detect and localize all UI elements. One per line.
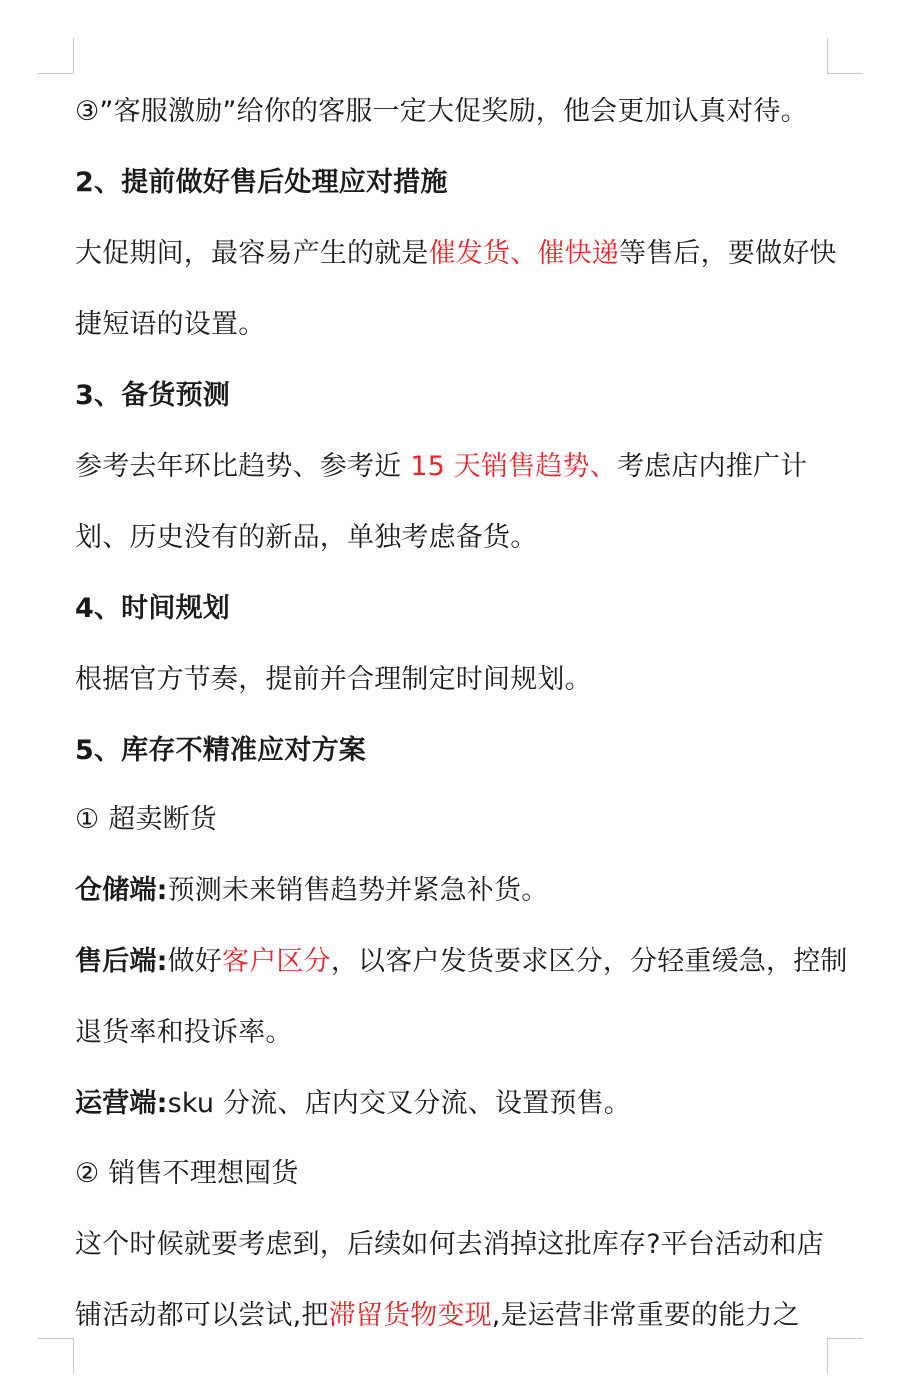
paragraph-text: ，以客户发货要求区分，分轻重缓急，控制 <box>330 946 848 977</box>
subheading-unsold-stock <box>75 1156 299 1192</box>
label-bold: 仓储端: <box>75 875 168 906</box>
page-corner-top-right <box>827 38 863 74</box>
paragraph-text: 铺活动都可以尝试,把 <box>75 1300 329 1331</box>
paragraph-text: ② 销售不理想囤货 <box>75 1158 299 1189</box>
paragraph-after-sales-line-2 <box>75 307 265 343</box>
paragraph-after-sales-end-line-2 <box>75 1015 293 1051</box>
paragraph-customer-service-incentive <box>75 94 808 130</box>
page-corner-bottom-right <box>827 1338 863 1374</box>
paragraph-text: 等售后，要做好快 <box>619 238 837 269</box>
paragraph-text: 这个时候就要考虑到，后续如何去消掉这批库存?平台活动和店 <box>75 1229 824 1260</box>
paragraph-text: 捷短语的设置。 <box>75 309 266 340</box>
page-corner-bottom-left <box>38 1338 74 1374</box>
paragraph-text: 预测未来销售趋势并紧急补货。 <box>167 875 549 906</box>
paragraph-after-sales-line-1 <box>75 236 837 272</box>
paragraph-clearance-line-1 <box>75 1227 824 1263</box>
highlight-text: 催发货、催快递 <box>428 238 620 269</box>
paragraph-after-sales-end-line-1 <box>75 944 848 980</box>
subheading-oversold <box>75 802 217 838</box>
heading-time-planning: 4、时间规划 <box>75 593 230 624</box>
page-corner-top-left <box>38 38 74 74</box>
heading-inventory-plan: 5、库存不精准应对方案 <box>75 735 366 766</box>
highlight-text: 客户区分 <box>222 946 331 977</box>
paragraph-time-planning <box>75 662 592 698</box>
paragraph-text: 划、历史没有的新品，单独考虑备货。 <box>75 522 538 553</box>
paragraph-warehouse-end <box>75 873 548 909</box>
paragraph-text: ① 超卖断货 <box>75 804 217 835</box>
paragraph-forecast-line-2 <box>75 520 537 556</box>
label-bold: 售后端: <box>75 946 168 977</box>
paragraph-text: 退货率和投诉率。 <box>75 1017 293 1048</box>
paragraph-text: 做好 <box>167 946 223 977</box>
highlight-text: 15 天销售趋势、 <box>410 451 617 482</box>
paragraph-text: sku 分流、店内交叉分流、设置预售。 <box>167 1088 631 1119</box>
label-bold: 运营端: <box>75 1088 168 1119</box>
paragraph-clearance-line-2 <box>75 1298 800 1334</box>
paragraph-text: ③”客服激励”给你的客服一定大促奖励，他会更加认真对待。 <box>75 96 808 127</box>
heading-after-sales-measures: 2、提前做好售后处理应对措施 <box>75 167 448 198</box>
heading-stock-forecast: 3、备货预测 <box>75 380 230 411</box>
paragraph-text: 考虑店内推广计 <box>616 451 808 482</box>
paragraph-text: 根据官方节奏，提前并合理制定时间规划。 <box>75 664 592 695</box>
highlight-text: 滞留货物变现 <box>328 1300 492 1331</box>
paragraph-operations-end <box>75 1086 631 1122</box>
paragraph-text: 参考去年环比趋势、参考近 <box>75 451 411 482</box>
paragraph-text: 大促期间，最容易产生的就是 <box>75 238 429 269</box>
paragraph-text: ,是运营非常重要的能力之 <box>491 1300 800 1331</box>
paragraph-forecast-line-1 <box>75 449 807 485</box>
